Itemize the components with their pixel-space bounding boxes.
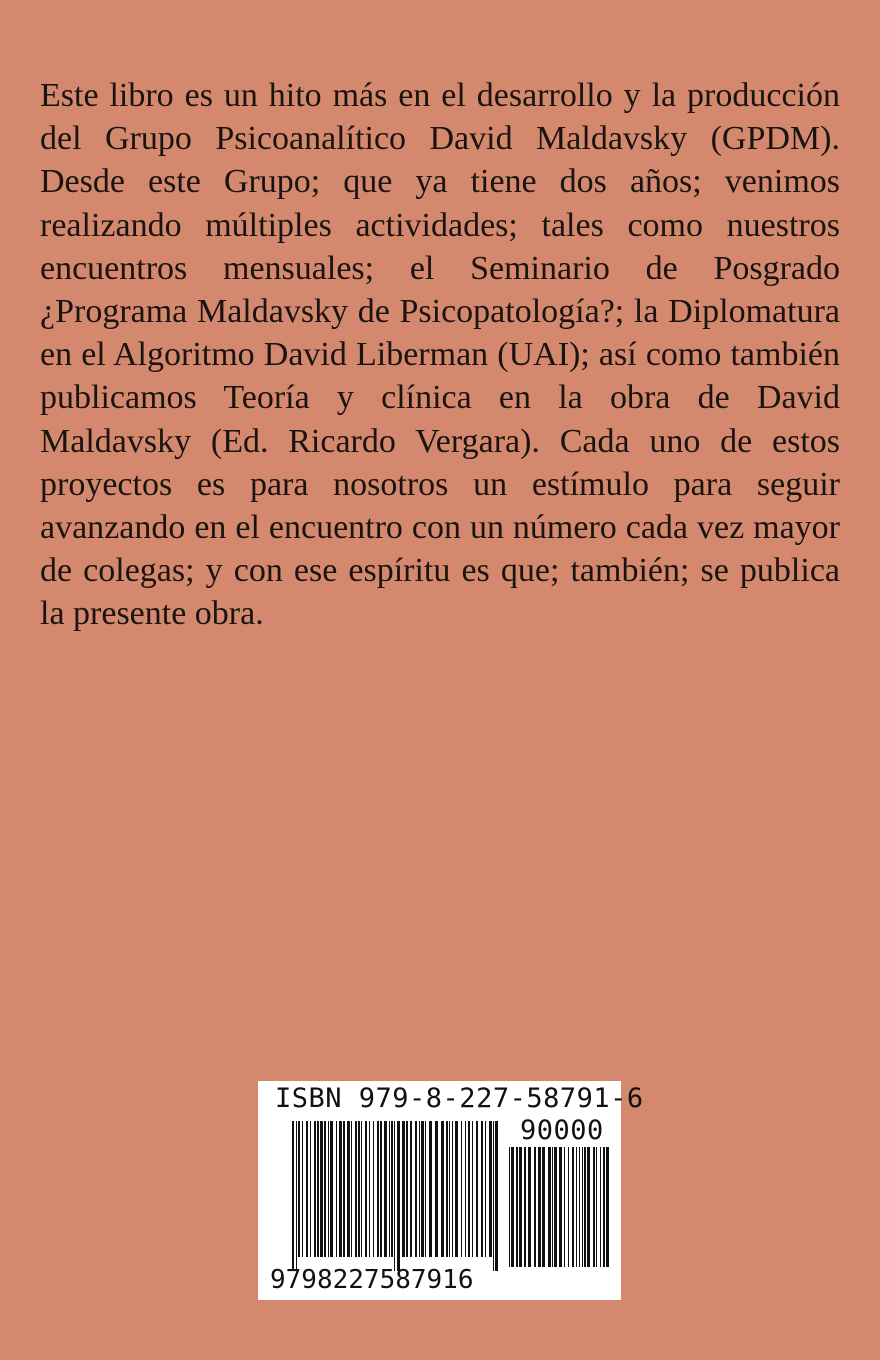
back-cover-blurb: Este libro es un hito más en el desarrollo y la producción del Grupo Psicoanalítico David Maldavsky (GPDM). Desde este Grupo; que ya tiene dos años; venimos realizando múltiples actividades; tales como nuestros encuentros mensuales; el Seminario de Posgrado ¿Programa Maldavsky de Psicopatología?; la Diplomatura en el Algoritmo David Liberman (UAI); así como también publicamos Teoría y clínica en la obra de David Maldavsky (Ed. Ricardo Vergara). Cada uno de estos proyectos es para nosotros un estímulo para seguir avanzando en el encuentro con un número cada vez mayor de colegas; y con ese espíritu es que; también; se publica la presente obra. [40,77,840,633]
barcode-bar [572,1147,574,1267]
barcode-bar [389,1121,390,1257]
barcode-bar [355,1121,357,1257]
barcode-bar [452,1121,453,1257]
barcode-bar [568,1147,569,1267]
barcode-bar [476,1121,478,1257]
barcode-bar [317,1121,319,1257]
barcode-bar [429,1121,432,1257]
barcode-bar [406,1121,408,1257]
barcode-bar [306,1121,308,1257]
barcode-bar [455,1121,458,1257]
price-code: 90000 [520,1115,604,1146]
barcode-bar [493,1121,494,1271]
barcode-bar [511,1147,514,1267]
barcode-bar [584,1147,586,1267]
barcode-bar [468,1121,470,1257]
barcode-bar [377,1121,379,1257]
barcode-bar [564,1147,565,1267]
barcode-bar [410,1121,412,1257]
barcode-bar [298,1121,300,1257]
barcode-bar [481,1121,483,1257]
barcode-bar [310,1121,311,1257]
barcode-bar [358,1121,360,1257]
ean-barcode-bars [292,1121,498,1271]
barcode-bar [415,1121,417,1257]
isbn-label: ISBN 979-8-227-58791-6 [275,1083,644,1114]
barcode-bar [582,1147,583,1267]
barcode-bar [559,1147,562,1267]
barcode-bar [373,1121,374,1257]
barcode-bar [576,1147,577,1267]
barcode-bar [397,1121,400,1271]
barcode-bar [384,1121,387,1257]
barcode-bar [579,1147,580,1267]
barcode-bar [336,1121,337,1257]
barcode-bar [528,1147,531,1267]
barcode-bar [516,1147,518,1267]
barcode-bar [603,1147,605,1267]
barcode-bar [596,1147,597,1267]
barcode-bar [347,1121,350,1257]
barcode-bar [435,1121,438,1257]
barcode-bar [519,1147,522,1267]
barcode-bar [606,1147,609,1267]
barcode-bar [296,1121,297,1271]
barcode-bar [324,1121,326,1257]
barcode-bar [485,1121,486,1257]
barcode-bar [380,1121,382,1257]
barcode-bar [489,1121,492,1257]
barcode-bar [343,1121,345,1257]
barcode-bar [425,1121,426,1257]
barcode-bar [314,1121,316,1257]
barcode-bar [509,1147,510,1267]
barcode-bar [292,1121,294,1271]
barcode-bar [320,1121,323,1257]
barcode-bar [449,1121,450,1257]
barcode-bar [600,1147,601,1267]
barcode-bar [542,1147,545,1267]
barcode-bar [593,1147,595,1267]
addon-barcode-bars [509,1147,609,1267]
ean-digits: 9798227587916 [270,1265,474,1295]
barcode-bar [472,1121,473,1257]
barcode-bar [465,1121,466,1257]
barcode-bar [421,1121,424,1257]
barcode-bar [495,1121,498,1271]
barcode-bar [328,1121,329,1257]
barcode-bar [369,1121,370,1257]
barcode-bar [302,1121,303,1257]
barcode-bar [461,1121,462,1257]
barcode-bar [391,1121,393,1257]
barcode-bar [446,1121,448,1257]
barcode-bar [365,1121,367,1257]
barcode-bar [351,1121,352,1257]
barcode-bar [419,1121,420,1257]
barcode-bar [552,1147,553,1267]
barcode-bar [330,1121,333,1257]
barcode-bar [402,1121,405,1257]
barcode-bar [441,1121,444,1257]
barcode-bar [394,1121,395,1271]
isbn-barcode [258,1081,644,1300]
barcode-bar [538,1147,541,1267]
barcode-bar [361,1121,362,1257]
barcode-bar [587,1147,590,1267]
barcode-bar [548,1147,551,1267]
barcode-bar [534,1147,536,1267]
barcode-bar [554,1147,557,1267]
barcode-bar [524,1147,526,1267]
barcode-bar [339,1121,342,1257]
